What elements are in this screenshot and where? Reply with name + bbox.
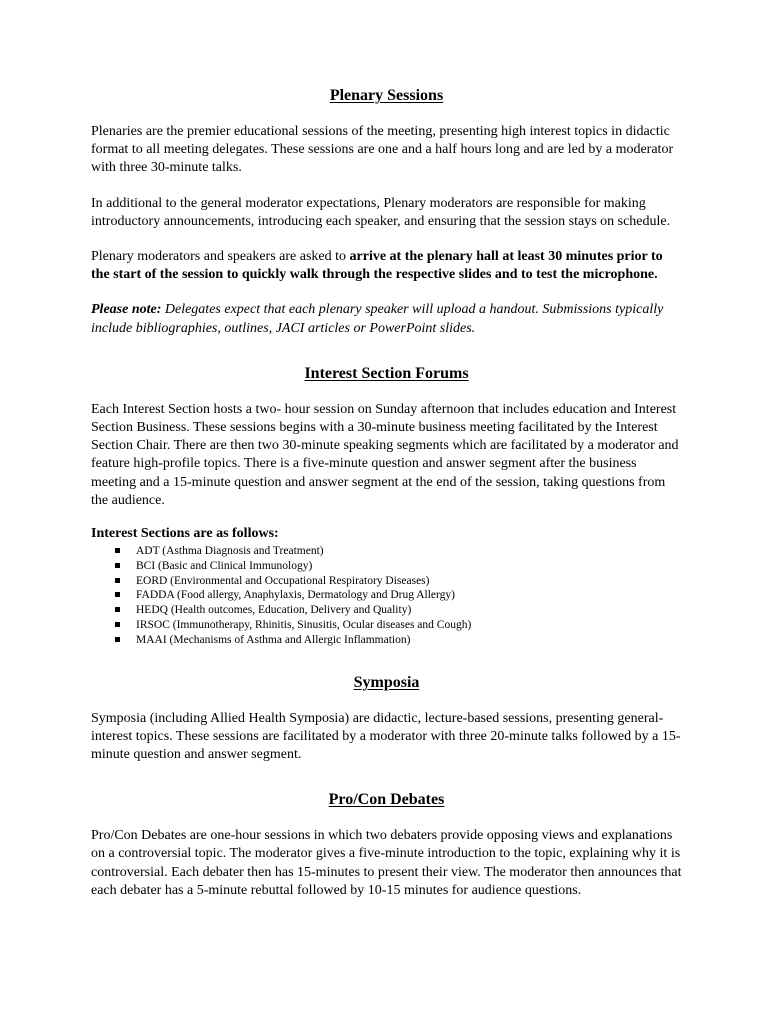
plenary-note-label: Please note: xyxy=(91,302,162,318)
forums-paragraph-1: Each Interest Section hosts a two- hour session on Sunday afternoon that includes education and Interest Section Business. These sessions begins with a 30-minute business meeting facilitated by the Interest Section Chair. There are then two 30-minute speaking segments which are facilitated by a moderator and feature high-profile topics. There is a five-minute question and answer segment after the business meeting and a 15-minute question and answer segment at the end of the session, taking questions from the audience. xyxy=(91,401,679,508)
square-bullet-icon xyxy=(115,592,120,597)
list-item xyxy=(115,544,682,559)
list-item xyxy=(115,633,682,648)
interest-section-label: BCI (Basic and Clinical Immunology) xyxy=(136,559,313,572)
square-bullet-icon xyxy=(115,563,120,568)
square-bullet-icon xyxy=(115,607,120,612)
interest-sections-list xyxy=(91,544,682,648)
debates-paragraph-1: Pro/Con Debates are one-hour sessions in which two debaters provide opposing views and explanations on a controversial topic. The moderator gives a five-minute introduction to the topic, explaining why it is controversial. Each debater then has 15-minutes to present their view. The moderator then announces that each debater has a 5-minute rebuttal followed by 10-15 minutes for audience questions. xyxy=(91,828,682,898)
interest-sections-title: Interest Sections are as follows: xyxy=(91,526,279,542)
list-item xyxy=(115,559,682,574)
square-bullet-icon xyxy=(115,548,120,553)
symposia-heading: Symposia xyxy=(353,673,420,691)
plenary-heading: Plenary Sessions xyxy=(329,87,444,104)
list-item xyxy=(115,603,682,618)
interest-section-label: HEDQ (Health outcomes, Education, Delivery and Quality) xyxy=(136,604,412,617)
plenary-paragraph-3 xyxy=(91,248,682,284)
plenary-paragraph-1: Plenaries are the premier educational sessions of the meeting, presenting high interest topics in didactic format to all meeting delegates. These sessions are one and a half hours long and are led by a moderator with three 30-minute talks. xyxy=(91,124,674,176)
interest-section-label: FADDA (Food allergy, Anaphylaxis, Dermatology and Drug Allergy) xyxy=(136,589,455,602)
interest-section-label: ADT (Asthma Diagnosis and Treatment) xyxy=(136,545,324,558)
interest-section-label: EORD (Environmental and Occupational Respiratory Diseases) xyxy=(136,574,430,587)
list-item xyxy=(115,574,682,589)
plenary-note xyxy=(91,301,682,337)
plenary-paragraph-2: In additional to the general moderator expectations, Plenary moderators are responsible for making introductory announcements, introducing each speaker, and ensuring that the session stays on schedule. xyxy=(91,195,671,229)
square-bullet-icon xyxy=(115,637,120,642)
symposia-paragraph-1: Symposia (including Allied Health Symposia) are didactic, lecture-based sessions, presenting general-interest topics. These sessions are facilitated by a moderator with three 20-minute talks followed by a 15-minute question and answer segment. xyxy=(91,710,681,763)
plenary-note-text: Delegates expect that each plenary speaker will upload a handout. Submissions typically include bibliographies, outlines, JACI articles or PowerPoint slides. xyxy=(91,302,664,336)
square-bullet-icon xyxy=(115,622,120,627)
list-item xyxy=(115,588,682,603)
list-item xyxy=(115,618,682,633)
debates-heading: Pro/Con Debates xyxy=(328,791,445,809)
plenary-arrival-instruction: arrive at the plenary hall at least 30 minutes prior to the start of the session to quickly walk through the respective slides and to test the microphone. xyxy=(91,249,663,283)
square-bullet-icon xyxy=(115,578,120,583)
interest-section-label: IRSOC (Immunotherapy, Rhinitis, Sinusitis, Ocular diseases and Cough) xyxy=(136,619,472,632)
forums-heading: Interest Section Forums xyxy=(304,364,469,382)
plenary-paragraph-3-text: Plenary moderators and speakers are asked to xyxy=(91,249,350,265)
interest-section-label: MAAI (Mechanisms of Asthma and Allergic Inflammation) xyxy=(136,633,411,646)
